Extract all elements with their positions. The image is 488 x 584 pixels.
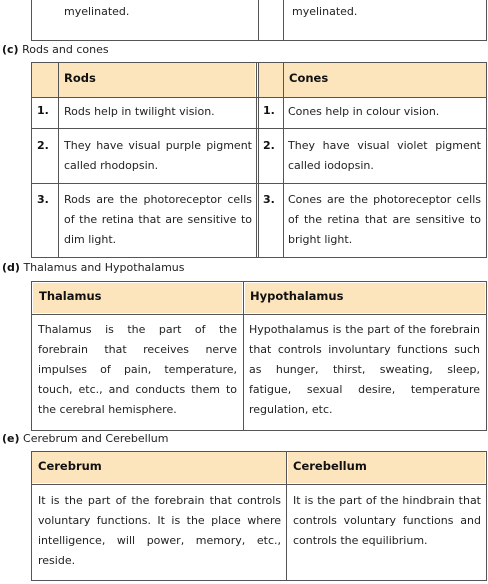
rods-row-3-number: 3.: [37, 193, 49, 206]
cerebellum-description: It is the part of the hindbrain that controls voluntary functions and controls the equilibrium.: [293, 494, 481, 547]
cones-row-2-text: They have visual violet pigment called iodopsin.: [288, 139, 481, 172]
section-c-heading: [2, 43, 109, 56]
cones-row-2-number: 2.: [263, 139, 275, 152]
section-c-header-rods: [59, 63, 255, 97]
section-d-letter: (d): [2, 261, 20, 274]
thalamus-header-text: Thalamus: [39, 289, 102, 303]
cerebellum-header-text: Cerebellum: [293, 459, 367, 473]
rods-row-2-number: 2.: [37, 139, 49, 152]
section-c-letter: (c): [2, 43, 19, 56]
section-e-heading: [2, 432, 168, 445]
section-e-title: Cerebrum and Cerebellum: [23, 432, 169, 445]
rods-header-text: Rods: [64, 71, 96, 85]
hypothalamus-description: Hypothalamus is the part of the forebrain that controls involuntary functions such as hunger, thirst, sweating, sleep, fatigue, sexual desire, temperature regulation, etc.: [249, 323, 480, 416]
section-d-title: Thalamus and Hypothalamus: [23, 261, 185, 274]
top-row-left-cell: [64, 2, 254, 22]
section-c-header-cones: [284, 63, 486, 97]
rods-row-1-text: Rods help in twilight vision.: [64, 105, 215, 118]
section-d-heading: [2, 261, 185, 274]
section-e-header-cerebrum: [32, 452, 286, 483]
cones-row-3-number: 3.: [263, 193, 275, 206]
section-d-header-thalamus: [33, 283, 242, 313]
hypothalamus-header-text: Hypothalamus: [250, 289, 344, 303]
cones-row-1-number: 1.: [263, 104, 275, 117]
section-e-header-cerebellum: [288, 452, 485, 483]
top-row-right-text: myelinated.: [292, 5, 358, 18]
section-c-header-right-number: [259, 63, 283, 97]
section-e-letter: (e): [2, 432, 20, 445]
rods-row-2-text: They have visual purple pigment called rhodopsin.: [64, 139, 252, 172]
section-c-title: Rods and cones: [22, 43, 109, 56]
top-row-right-cell: [292, 2, 482, 22]
cones-row-3-text: Cones are the photoreceptor cells of the retina that are sensitive to bright light.: [288, 193, 481, 246]
cerebrum-header-text: Cerebrum: [38, 459, 102, 473]
thalamus-description: Thalamus is the part of the forebrain that receives nerve impulses of pain, temperature, touch, etc., and conducts them to the cerebral hemisphere.: [38, 323, 237, 416]
rods-row-3-text: Rods are the photoreceptor cells of the retina that are sensitive to dim light.: [64, 193, 252, 246]
section-c-header-left-number: [32, 63, 58, 97]
section-d-header-hypothalamus: [245, 283, 485, 313]
top-row-left-text: myelinated.: [64, 5, 130, 18]
cones-row-1-text: Cones help in colour vision.: [288, 105, 440, 118]
rods-row-1-number: 1.: [37, 104, 49, 117]
cones-header-text: Cones: [289, 71, 329, 85]
cerebrum-description: It is the part of the forebrain that controls voluntary functions. It is the place where intelligence, will power, memory, etc., reside.: [38, 494, 281, 567]
